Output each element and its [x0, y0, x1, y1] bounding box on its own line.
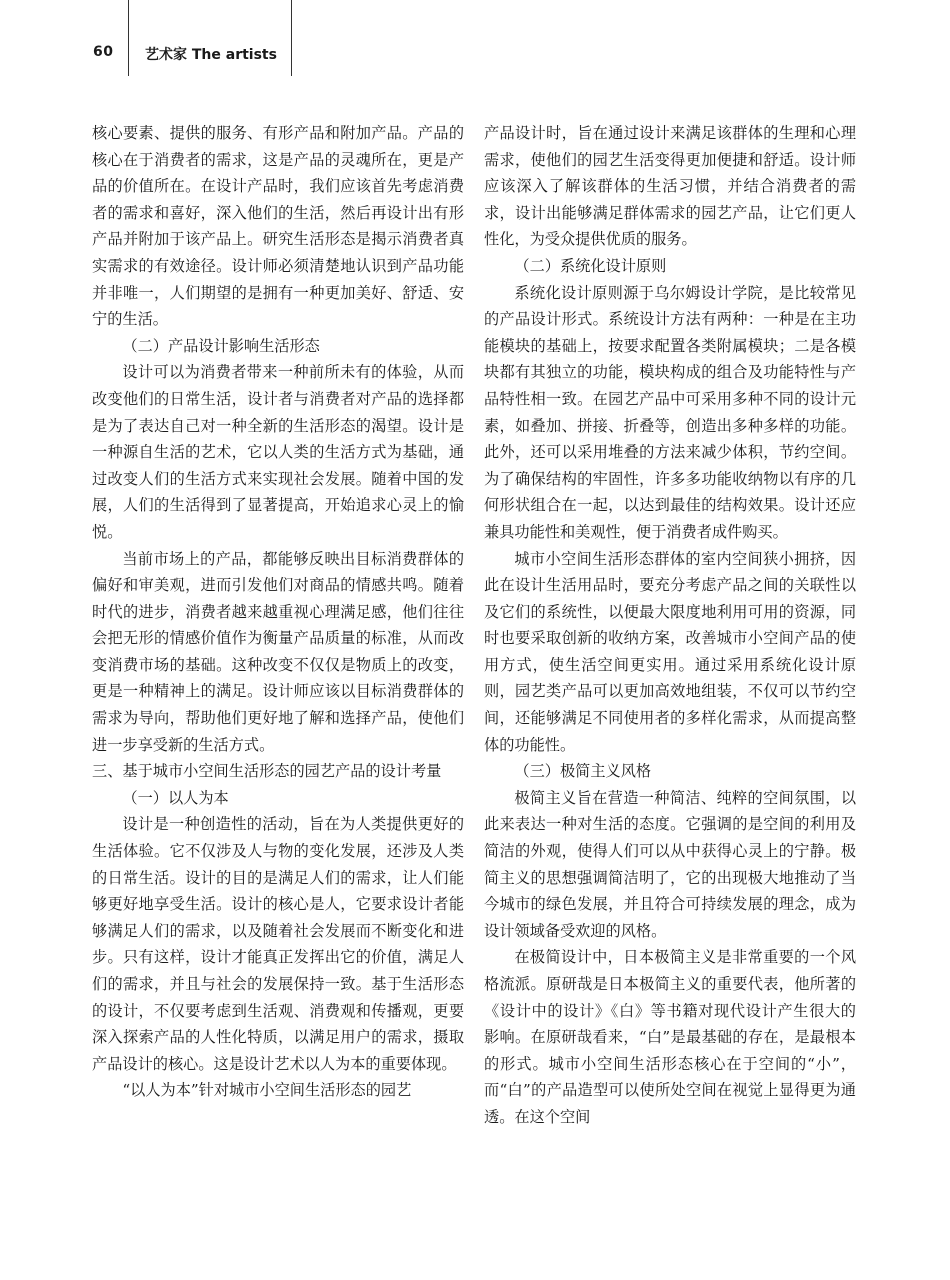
- paragraph: 极简主义旨在营造一种简洁、纯粹的空间氛围，以此来表达一种对生活的态度。它强调的是空间的利用及简洁的外观，使得人们可以从中获得心灵上的宁静。极简主义的思想强调简洁明了，它的出现极大地推动了当今城市的绿色发展，并且符合可持续发展的理念，成为设计领域备受欢迎的风格。: [484, 788, 856, 940]
- section-heading: （三）极简主义风格: [514, 762, 652, 781]
- paragraph: 在极简设计中，日本极简主义是非常重要的一个风格流派。原研哉是日本极简主义的重要代表，他所著的《设计中的设计》《白》等书籍对现代设计产生很大的影响。在原研哉看来，“白”是最基础的存在，是最根本的形式。城市小空间生活形态核心在于空间的“小”，而“白”的产品造型可以使所处空间在视觉上显得更为通透。在这个空间: [484, 948, 856, 1126]
- paragraph: 设计是一种创造性的活动，旨在为人类提供更好的生活体验。它不仅涉及人与物的变化发展，还涉及人类的日常生活。设计的目的是满足人们的需求，让人们能够更好地享受生活。设计的核心是人，它要求设计者能够满足人们的需求，以及随着社会发展而不断变化和进步。只有这样，设计才能真正发挥出它的价值，满足人们的需求，并且与社会的发展保持一致。基于生活形态的设计，不仅要考虑到生活观、消费观和传播观，更要深入探索产品的人性化特质，以满足用户的需求，摄取产品设计的核心。这是设计艺术以人为本的重要体现。: [92, 815, 464, 1073]
- journal-title: 艺术家 The artists: [145, 47, 277, 63]
- paragraph: “以人为本”针对城市小空间生活形态的园艺: [122, 1081, 412, 1100]
- section-heading: （一）以人为本: [122, 788, 229, 807]
- header-divider-right: [291, 0, 292, 76]
- paragraph: 产品设计时，旨在通过设计来满足该群体的生理和心理需求，使他们的园艺生活变得更加便捷和舒适。设计师应该深入了解该群体的生活习惯，并结合消费者的需求，设计出能够满足群体需求的园艺产品，让它们更人性化，为受众提供优质的服务。: [484, 124, 856, 249]
- paragraph: 当前市场上的产品，都能够反映出目标消费群体的偏好和审美观，进而引发他们对商品的情感共鸣。随着时代的进步，消费者越来越重视心理满足感，他们往往会把无形的情感价值作为衡量产品质量的标准，从而改变消费市场的基础。这种改变不仅仅是物质上的改变，更是一种精神上的满足。设计师应该以目标消费群体的需求为导向，帮助他们更好地了解和选择产品，使他们进一步享受新的生活方式。: [92, 549, 464, 754]
- page-number: 60: [93, 44, 114, 60]
- right-column: [484, 120, 856, 1131]
- chapter-heading: 三、基于城市小空间生活形态的园艺产品的设计考量: [92, 762, 442, 781]
- section-heading: （二）系统化设计原则: [514, 256, 667, 275]
- section-heading: （二）产品设计影响生活形态: [122, 336, 320, 355]
- paragraph: 系统化设计原则源于乌尔姆设计学院，是比较常见的产品设计形式。系统设计方法有两种：一种是在主功能模块的基础上，按要求配置各类附属模块；二是各模块都有其独立的功能，模块构成的组合及功能特性与产品特性相一致。在园艺产品中可采用多种不同的设计元素，如叠加、拼接、折叠等，创造出多种多样的功能。此外，还可以采用堆叠的方法来减少体积，节约空间。为了确保结构的牢固性，许多多功能收纳物以有序的几何形状组合在一起，以达到最佳的结构效果。设计还应兼具功能性和美观性，便于消费者成件购买。: [484, 283, 856, 541]
- paragraph: 核心要素、提供的服务、有形产品和附加产品。产品的核心在于消费者的需求，这是产品的灵魂所在，更是产品的价值所在。在设计产品时，我们应该首先考虑消费者的需求和喜好，深入他们的生活，然后再设计出有形产品并附加于该产品上。研究生活形态是揭示消费者真实需求的有效途径。设计师必须清楚地认识到产品功能并非唯一，人们期望的是拥有一种更加美好、舒适、安宁的生活。: [92, 124, 464, 329]
- paragraph: 设计可以为消费者带来一种前所未有的体验，从而改变他们的日常生活，设计者与消费者对产品的选择都是为了表达自己对一种全新的生活形态的渴望。设计是一种源自生活的艺术，它以人类的生活方式为基础，通过改变人们的生活方式来实现社会发展。随着中国的发展，人们的生活得到了显著提高，开始追求心灵上的愉悦。: [92, 363, 464, 541]
- paragraph: 城市小空间生活形态群体的室内空间狭小拥挤，因此在设计生活用品时，要充分考虑产品之间的关联性以及它们的系统性，以便最大限度地利用可用的资源，同时也要采取创新的收纳方案，改善城市小空间产品的使用方式，使生活空间更实用。通过采用系统化设计原则，园艺类产品可以更加高效地组装，不仅可以节约空间，还能够满足不同使用者的多样化需求，从而提高整体的功能性。: [484, 549, 856, 754]
- header-divider-left: [128, 0, 129, 76]
- left-column: [92, 120, 464, 1104]
